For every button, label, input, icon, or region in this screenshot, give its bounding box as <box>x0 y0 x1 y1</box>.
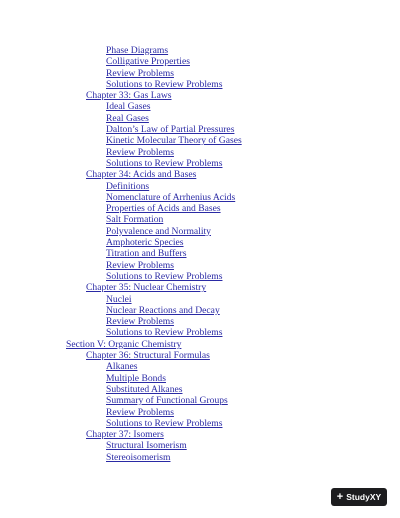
toc-subsection-link[interactable]: Titration and Buffers <box>106 248 187 260</box>
toc-subsection-link[interactable]: Stereoisomerism <box>106 451 171 463</box>
toc-entry <box>0 384 400 395</box>
toc-entry <box>0 101 400 112</box>
toc-entry <box>0 260 400 271</box>
toc-subsection-link[interactable]: Review Problems <box>106 67 174 79</box>
toc-subsection-link[interactable]: Nuclei <box>106 293 132 305</box>
toc-subsection-link[interactable]: Colligative Properties <box>106 56 190 68</box>
toc-entry <box>0 68 400 79</box>
toc-subsection-link[interactable]: Review Problems <box>106 406 174 418</box>
toc-subsection-link[interactable]: Alkanes <box>106 361 138 373</box>
toc-subsection-link[interactable]: Substituted Alkanes <box>106 383 183 395</box>
toc-subsection-link[interactable]: Review Problems <box>106 146 174 158</box>
studyxy-logo[interactable] <box>331 488 387 506</box>
toc-entry <box>0 203 400 214</box>
toc-entry <box>0 181 400 192</box>
toc-entry <box>0 373 400 384</box>
toc-chapter-link[interactable]: Chapter 35: Nuclear Chemistry <box>86 282 207 294</box>
toc-subsection-link[interactable]: Solutions to Review Problems <box>106 78 223 90</box>
toc-chapter-link[interactable]: Chapter 36: Structural Formulas <box>86 350 210 362</box>
toc-entry <box>0 56 400 67</box>
toc-entry <box>0 361 400 372</box>
toc-entry <box>0 214 400 225</box>
toc-entry <box>0 294 400 305</box>
brand-name-main: Study <box>346 492 370 502</box>
toc-subsection-link[interactable]: Nuclear Reactions and Decay <box>106 304 220 316</box>
toc-subsection-link[interactable]: Definitions <box>106 180 150 192</box>
toc-entry <box>0 327 400 338</box>
toc-subsection-link[interactable]: Polyvalence and Normality <box>106 225 211 237</box>
toc-chapter-link[interactable]: Chapter 34: Acids and Bases <box>86 169 197 181</box>
toc-subsection-link[interactable]: Ideal Gases <box>106 101 151 113</box>
toc-entry <box>0 282 400 293</box>
toc-subsection-link[interactable]: Review Problems <box>106 259 174 271</box>
toc-subsection-link[interactable]: Solutions to Review Problems <box>106 270 223 282</box>
toc-subsection-link[interactable]: Solutions to Review Problems <box>106 327 223 339</box>
toc-entry <box>0 316 400 327</box>
toc-entry <box>0 429 400 440</box>
toc-entry <box>0 452 400 463</box>
toc-subsection-link[interactable]: Real Gases <box>106 112 149 124</box>
toc-subsection-link[interactable]: Phase Diagrams <box>106 45 169 56</box>
toc-subsection-link[interactable]: Properties of Acids and Bases <box>106 203 221 215</box>
toc-subsection-link[interactable]: Multiple Bonds <box>106 372 166 384</box>
toc-entry <box>0 169 400 180</box>
plus-icon: + <box>336 490 344 503</box>
toc-entry <box>0 226 400 237</box>
toc-entry <box>0 45 400 56</box>
toc-subsection-link[interactable]: Salt Formation <box>106 214 164 226</box>
toc-entry <box>0 350 400 361</box>
toc-subsection-link[interactable]: Kinetic Molecular Theory of Gases <box>106 135 242 147</box>
brand-name-accent: XY <box>369 492 382 502</box>
toc-entry <box>0 339 400 350</box>
toc-chapter-link[interactable]: Chapter 37: Isomers <box>86 429 164 441</box>
toc-entry <box>0 440 400 451</box>
toc-entry <box>0 407 400 418</box>
table-of-contents <box>0 45 400 463</box>
toc-subsection-link[interactable]: Structural Isomerism <box>106 440 187 452</box>
toc-entry <box>0 418 400 429</box>
toc-subsection-link[interactable]: Amphoteric Species <box>106 237 184 249</box>
toc-entry <box>0 124 400 135</box>
toc-entry <box>0 135 400 146</box>
toc-subsection-link[interactable]: Dalton’s Law of Partial Pressures <box>106 124 235 136</box>
toc-entry <box>0 271 400 282</box>
brand-name <box>346 492 381 502</box>
toc-entry <box>0 79 400 90</box>
toc-subsection-link[interactable]: Nomenclature of Arrhenius Acids <box>106 191 236 203</box>
toc-entry <box>0 90 400 101</box>
toc-chapter-link[interactable]: Chapter 33: Gas Laws <box>86 90 172 102</box>
toc-entry <box>0 395 400 406</box>
toc-subsection-link[interactable]: Solutions to Review Problems <box>106 417 223 429</box>
toc-entry <box>0 192 400 203</box>
toc-section-link[interactable]: Section V: Organic Chemistry <box>66 338 182 350</box>
toc-entry <box>0 158 400 169</box>
toc-subsection-link[interactable]: Summary of Functional Groups <box>106 395 228 407</box>
toc-entry <box>0 248 400 259</box>
toc-subsection-link[interactable]: Review Problems <box>106 316 174 328</box>
toc-entry <box>0 305 400 316</box>
toc-subsection-link[interactable]: Solutions to Review Problems <box>106 157 223 169</box>
toc-entry <box>0 113 400 124</box>
toc-entry <box>0 237 400 248</box>
toc-entry <box>0 147 400 158</box>
